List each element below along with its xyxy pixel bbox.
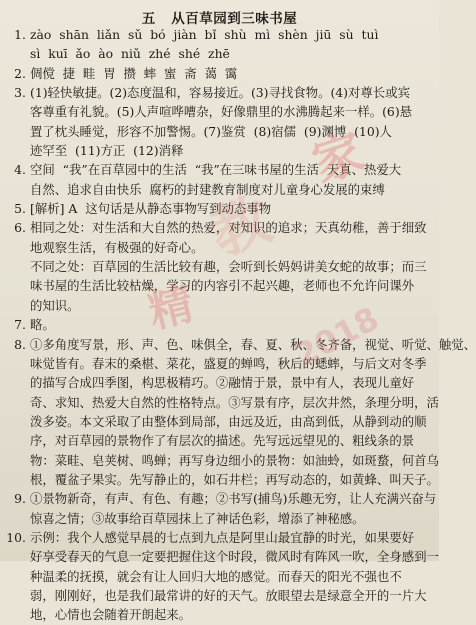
answer-text: 泼多姿。本文采取了由整体到局部，由远及近，由高到低，从静到动的顺 <box>30 413 427 429</box>
answer-text: 物：菜畦、皂荚树、鸣蝉；再写身边细小的景物：如油蛉，如斑蝥，何首乌 <box>30 452 439 468</box>
answer-text: 序，对百草园的景物作了有层次的描述。先写远远望见的、粗线条的景 <box>30 433 415 449</box>
answer-text: sì kuī ǎo ào niǔ zhé shé zhē <box>30 46 230 62</box>
watermark-year: 2018 <box>288 299 385 375</box>
answer-line <box>0 64 439 83</box>
answer-text: 根，覆盆子果实。先写静止的，如石井栏；再写动态的，如黄蜂、叫天子。 <box>30 471 439 487</box>
answer-text: 惊喜之情；③故事给百草园抹上了神话色彩，增添了神秘感。 <box>30 510 365 526</box>
answer-text: 相同之处：对生活和大自然的热爱，对知识的追求；天真幼稚，善于细致 <box>30 220 427 236</box>
answer-text: 略。 <box>30 317 55 333</box>
answer-line <box>0 276 439 295</box>
answer-text: 置了枕头睡觉，形容不加警惕。(7)鉴赏 (8)宿儒 (9)渊博 (10)人 <box>30 123 392 139</box>
answer-text: 示例：我个人感觉早晨的七点到九点是阿里山最宜静的时光，如果要好 <box>30 529 415 545</box>
answer-line <box>0 44 439 63</box>
answer-text: 弱，刚刚好，也是我们最常讲的好的天气。放眼望去是绿意全开的一片大 <box>30 587 427 603</box>
answer-line <box>0 489 439 508</box>
answer-text: 空间 “我”在百草园中的生活 “我”在三味书屋的生活 天真、热爱大 <box>30 162 402 178</box>
answer-line <box>0 122 439 141</box>
answer-line <box>0 199 439 218</box>
answer-line <box>0 315 439 334</box>
answer-list <box>0 25 476 625</box>
answer-line <box>0 412 439 431</box>
answer-text: 的描写合成四季图，构思极精巧。②融情于景，景中有人，表现儿童好 <box>30 375 415 391</box>
answer-text: 地观察生活，有极强的好奇心。 <box>30 239 204 255</box>
question-number: 10. <box>6 529 26 545</box>
answer-text: 种温柔的抚摸，就会有让人回归大地的感觉。而春天的阳光不强也不 <box>30 568 402 584</box>
answer-text: 味觉皆有。春末的桑椹、菜花，盛夏的蝉鸣，秋后的蟋蟀，与后文对冬季 <box>30 355 427 371</box>
answer-line <box>0 335 476 354</box>
question-number: 1. <box>14 27 26 42</box>
answer-line <box>0 451 439 470</box>
answer-text: 的知识。 <box>30 297 80 313</box>
answer-line <box>0 257 439 276</box>
answer-text: 味书屋的生活比较枯燥，学习的内容引不起兴趣，老师也不允许问课外 <box>30 278 415 294</box>
answer-line <box>0 296 439 315</box>
watermark-char: 教 <box>201 184 280 269</box>
question-number: 2. <box>14 65 26 81</box>
answer-line <box>0 528 439 547</box>
question-number: 7. <box>14 317 26 333</box>
answer-line <box>0 373 439 392</box>
answer-line <box>0 180 439 199</box>
answer-text: 客尊重有礼貌。(5)人声喧哗嘈杂，好像鼎里的水沸腾起来一样。(6)悬 <box>30 104 413 120</box>
answer-line <box>0 605 439 624</box>
answer-text: ①景物新奇，有声、有色、有趣；②书写(捕鸟)乐趣无穷，让人充满兴奋与 <box>30 491 437 507</box>
answer-line <box>0 160 439 179</box>
answer-line <box>0 102 439 121</box>
answer-line <box>0 83 439 102</box>
answer-line <box>0 238 439 257</box>
answer-text: 迹罕至 (11)方正 (12)消释 <box>30 143 184 159</box>
answer-line <box>0 354 439 373</box>
answer-text: (1)轻快敏捷。(2)态度温和，容易接近。(3)寻找食物。(4)对尊长或宾 <box>30 85 410 101</box>
question-number: 8. <box>14 336 26 352</box>
answer-line <box>0 431 439 450</box>
answer-text: 倜傥 捷 畦 胃 攒 蟀 蜜 斋 蔼 霭 <box>30 65 238 81</box>
answer-line <box>0 567 439 586</box>
question-number: 6. <box>14 220 26 236</box>
answer-text: zào shān liǎn sǔ bó jiàn bǐ shù mì shèn jiū sù tuì <box>30 27 379 42</box>
answer-line <box>0 470 439 489</box>
question-number: 5. <box>14 201 26 217</box>
answer-line <box>0 393 439 412</box>
answer-line <box>0 218 439 237</box>
answer-line <box>0 141 439 160</box>
answer-text: 好享受春天的气息一定要把握住这个时段，微风时有阵风一吹，全身感到一 <box>30 549 439 565</box>
question-number: 4. <box>14 162 26 178</box>
question-number: 3. <box>14 85 26 101</box>
answer-text: 奇、求知、热爱大自然的性格特点。③写景有序，层次井然，条理分明，活 <box>30 394 439 410</box>
answer-text: ①多角度写景，形、声、色、味俱全，春、夏、秋、冬齐备，视觉、听觉、触觉、 <box>30 336 476 352</box>
answer-text: 自然、追求自由快乐 腐朽的封建教育制度对儿童身心发展的束缚 <box>30 181 385 197</box>
watermark-char: 家 <box>305 122 371 194</box>
answer-text: [解析] A 这句话是从静态事物写到动态事物 <box>30 201 272 217</box>
answer-line <box>0 586 439 605</box>
answer-text: 不同之处：百草园的生活比较有趣，会听到长妈妈讲美女蛇的故事；而三 <box>30 259 427 275</box>
answer-line <box>0 509 439 528</box>
watermark-char: 精 <box>143 278 199 339</box>
answer-text: 地，心情也会随着开朗起来。 <box>30 607 192 623</box>
section-title: 五 从百草园到三味书屋 <box>141 11 298 27</box>
question-number: 9. <box>14 491 26 507</box>
answer-line <box>0 547 439 566</box>
answer-line <box>0 25 439 44</box>
